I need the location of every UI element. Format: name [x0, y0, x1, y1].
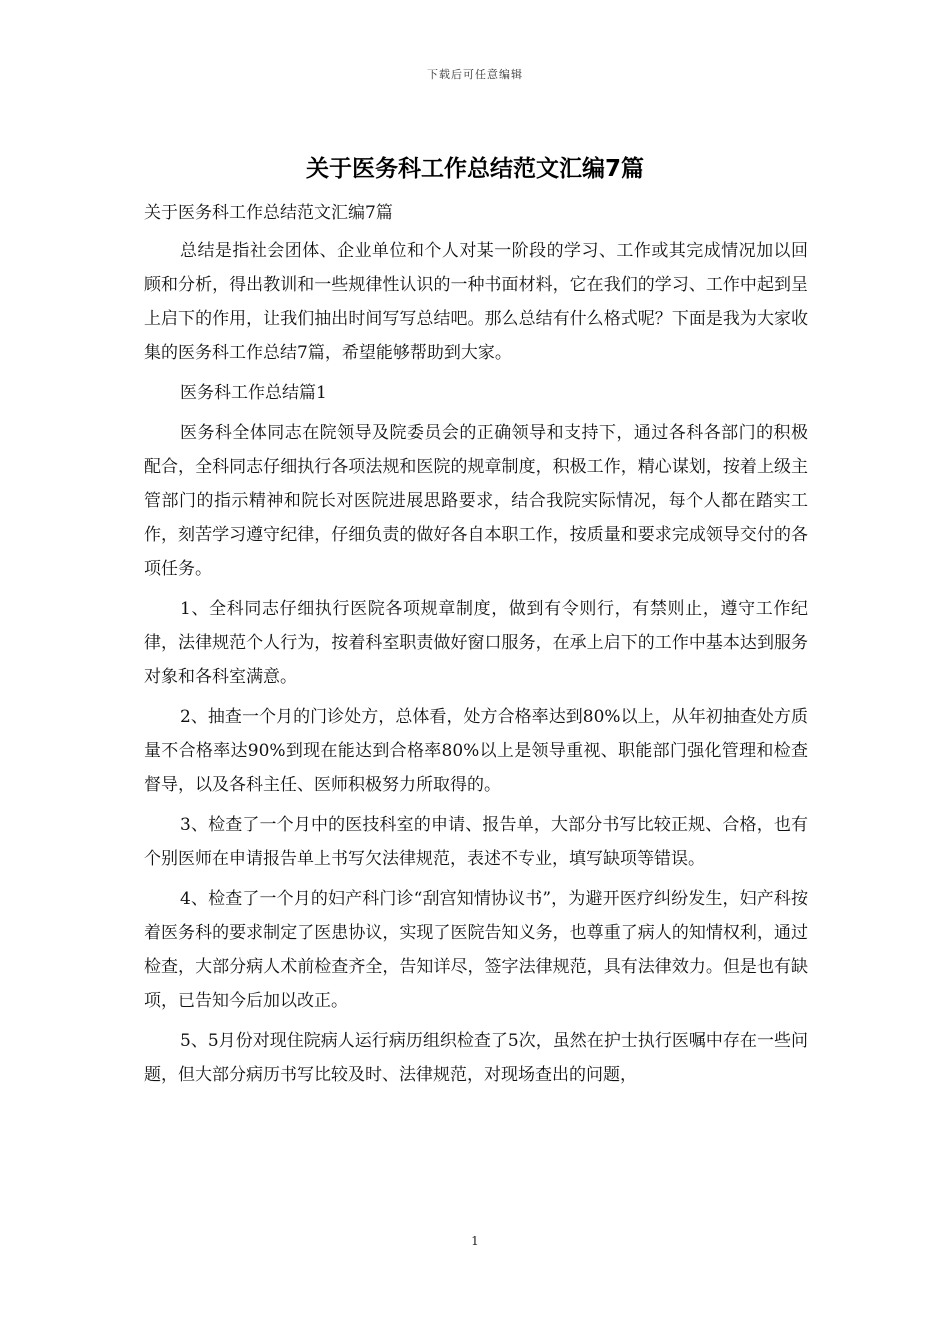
body-paragraph: 医务科全体同志在院领导及院委员会的正确领导和支持下，通过各科各部门的积极配合，全科同志仔细执行各项法规和医院的规章制度，积极工作，精心谋划，按着上级主管部门的指示精神和院长对医院进展思路要求，结合我院实际情况，每个人都在踏实工作，刻苦学习遵守纪律，仔细负责的做好各自本职工作，按质量和要求完成领导交付的各项任务。 [144, 423, 808, 579]
document-title: 关于医务科工作总结范文汇编7篇 [305, 156, 644, 182]
document-body [144, 196, 808, 1098]
list-item-2: 2、抽查一个月的门诊处方，总体看，处方合格率达到80%以上，从年初抽查处方质量不合格率达90%到现在能达到合格率80%以上是领导重视、职能部门强化管理和检查督导，以及各科主任、医师积极努力所取得的。 [144, 707, 808, 795]
page-number: 1 [471, 1234, 479, 1248]
section-heading: 医务科工作总结篇1 [180, 383, 327, 403]
list-item-1: 1、全科同志仔细执行医院各项规章制度，做到有令则行，有禁则止，遵守工作纪律，法律规范个人行为，按着科室职责做好窗口服务，在承上启下的工作中基本达到服务对象和各科室满意。 [144, 599, 808, 687]
list-item-4: 4、检查了一个月的妇产科门诊“刮宫知情协议书”，为避开医疗纠纷发生，妇产科按着医务科的要求制定了医患协议，实现了医院告知义务，也尊重了病人的知情权利，通过检查，大部分病人术前检查齐全，告知详尽，签字法律规范，具有法律效力。但是也有缺项，已告知今后加以改正。 [144, 889, 808, 1011]
document-subtitle: 关于医务科工作总结范文汇编7篇 [144, 203, 393, 223]
list-item-5: 5、5月份对现住院病人运行病历组织检查了5次，虽然在护士执行医嘱中存在一些问题，但大部分病历书写比较及时、法律规范，对现场查出的问题， [144, 1031, 808, 1085]
header-note: 下载后可任意编辑 [427, 68, 523, 81]
intro-paragraph: 总结是指社会团体、企业单位和个人对某一阶段的学习、工作或其完成情况加以回顾和分析，得出教训和一些规律性认识的一种书面材料，它在我们的学习、工作中起到呈上启下的作用，让我们抽出时间写写总结吧。那么总结有什么格式呢？下面是我为大家收集的医务科工作总结7篇，希望能够帮助到大家。 [144, 241, 808, 363]
list-item-3: 3、检查了一个月中的医技科室的申请、报告单，大部分书写比较正规、合格，也有个别医师在申请报告单上书写欠法律规范，表述不专业，填写缺项等错误。 [144, 815, 808, 869]
